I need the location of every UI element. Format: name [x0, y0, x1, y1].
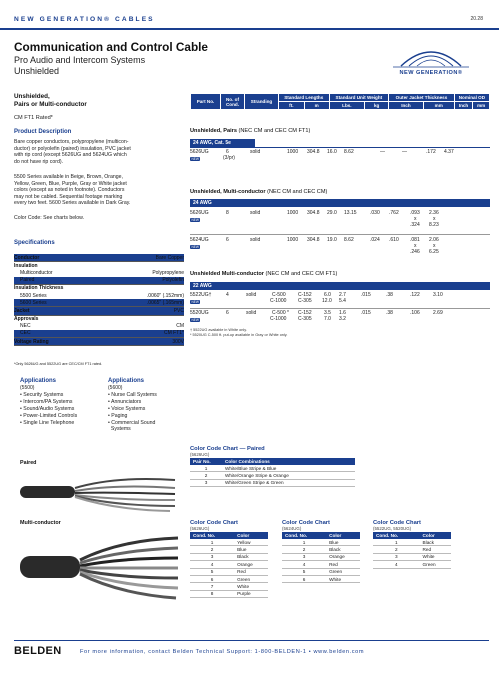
- table-row: 3 Orange: [282, 553, 360, 560]
- footer-contact: For more information, contact Belden Technical Support: 1-800-BELDEN-1 • www.belden.com: [80, 649, 365, 655]
- bullet-icon: •: [108, 405, 112, 412]
- series-description: 5500 Series available in Beige, Brown, Orange, Yellow, Green, Blue, Purple, Gray or White jacket colors (except as noted in footnote). Conductors may not be cabled. Sequential footage marking every two feet. 5600 Series available in Dark Gray.: [14, 174, 131, 207]
- applications-5600: Applications (5600) • Nurse Call Systems • Annunciators • Voice Systems • Paging • Commercial Sound Systems: [108, 378, 188, 433]
- spec-label: Paired: [14, 277, 111, 285]
- spec-label: CEC: [14, 330, 111, 338]
- table-row: 7 White: [190, 583, 268, 590]
- spec-value: PVC: [111, 307, 184, 315]
- spec-row: [14, 262, 184, 270]
- product-description: Bare copper conductors, polypropylene (multicon- ductor) or polyolefin (paired) insulation, PVC jacket with rip cord (except 5626UG and 5624UG which do not have rip cord).: [14, 139, 131, 165]
- col-jacket-thickness: Outer Jacket Thickness: [389, 94, 455, 102]
- spec-label: Multiconductor: [20, 269, 53, 276]
- col-nominal-od: Nominal OD: [454, 94, 489, 102]
- page-subtitle: Pro Audio and Intercom Systems Unshielded: [14, 55, 146, 76]
- list-item: • Commercial Sound: [108, 419, 156, 426]
- series-heading: NEW GENERATION® CABLES: [14, 16, 155, 23]
- table-row: 2 White/Orange Stripe & Orange: [190, 472, 355, 479]
- table-row: 4 Orange: [190, 561, 268, 568]
- belden-logo: BELDEN: [14, 645, 62, 657]
- group-multiconductor-title: Unshielded, Multi-conductor (NEC CM and CEC CM): [190, 189, 328, 195]
- spec-row: [14, 315, 184, 323]
- color-code-paired: Color Code Chart — Paired (5626UG) Pair No. Color Combinations 1 White/Blue Stripe & Blue 2 White/Orange Stripe & Orange 3 White/Green Stripe & Green: [190, 446, 355, 487]
- table-row: 2 Red: [373, 546, 451, 553]
- list-item: • Single Line Telephone: [20, 419, 75, 426]
- spec-row: [14, 277, 184, 285]
- spec-row: [14, 307, 184, 315]
- awg-bar-22: 22 AWG: [190, 282, 490, 290]
- spec-value: .0065" (.165mm): [111, 299, 184, 307]
- table-row: 8 Purple: [190, 590, 268, 597]
- spec-label: Conductor: [14, 254, 111, 262]
- bullet-icon: •: [108, 412, 112, 419]
- spec-label: Jacket: [14, 307, 111, 315]
- specifications-heading: Specifications: [14, 240, 55, 246]
- spec-value: CM FT1*: [111, 330, 184, 338]
- specifications-table: [14, 254, 184, 346]
- divider: [190, 234, 490, 235]
- paired-label: Paired: [20, 460, 37, 466]
- product-heading: Unshielded, Pairs or Multi-conductor: [14, 93, 87, 108]
- col-no-of-cond: No. of Cond.: [221, 94, 245, 110]
- list-item: • Voice Systems: [108, 405, 146, 412]
- list-item: • Intercom/PA Systems: [20, 398, 73, 405]
- spec-value: CM: [176, 323, 184, 330]
- product-description-heading: Product Description: [14, 129, 72, 135]
- group-multiconductor-ft1-title: Unshielded Multi-conductor (NEC CM and CEC CM FT1): [190, 271, 338, 277]
- color-code-5626ug: Color Code Chart (5626UG) Cond. No. Color 1 Yellow 2 Blue 3 Black 4 Orange 5 Red 6 Green 7 White 8 Purple: [190, 520, 268, 598]
- awg-bar-24-cat5e: 24 AWG, Cat. 5e: [190, 139, 255, 147]
- table-row: 2 Black: [282, 546, 360, 553]
- spec-value: 300V: [111, 338, 184, 346]
- page-title: Communication and Control Cable: [14, 40, 208, 54]
- list-item: • Security Systems: [20, 391, 64, 398]
- spec-row: [14, 299, 184, 307]
- spec-row: [14, 330, 184, 338]
- color-code-5624ug-table: Cond. No. Color 1 Blue 2 Black 3 Orange 4 Red 5 Green 6 White: [282, 532, 360, 583]
- list-item: Systems: [108, 426, 188, 433]
- table-row: 4 Red: [282, 561, 360, 568]
- color-code-5522ug-table: Cond. No. Color 1 Black 2 Red 3 White 4 Green: [373, 532, 451, 569]
- divider: [190, 147, 490, 148]
- bullet-icon: •: [108, 391, 112, 398]
- list-item: • Annunciators: [108, 398, 142, 405]
- new-generation-logo: NEW GENERATION®: [381, 36, 481, 80]
- new-badge-icon: NEW: [191, 218, 199, 222]
- bullet-icon: •: [20, 391, 24, 398]
- group-pairs-title: Unshielded, Pairs (NEC CM and CEC CM FT1): [190, 128, 311, 134]
- spec-row: [14, 269, 184, 276]
- table-row: 5626UG NEW 6 (3/pr) solid 1000 304.8 16.0 8.62 — — .172 4.37: [190, 149, 454, 161]
- col-stranding: Stranding: [245, 94, 279, 110]
- col-unit-weight: Standard Unit Weight: [329, 94, 389, 102]
- list-item: • Sound/Audio Systems: [20, 405, 75, 412]
- table-row: 1 Blue: [282, 539, 360, 546]
- list-item: • Paging: [108, 412, 128, 419]
- multi-conductor-label: Multi-conductor: [20, 520, 61, 526]
- applications-5600-list: [108, 392, 188, 433]
- spec-label: 5600 Series: [14, 299, 111, 307]
- color-code-paired-table: Pair No. Color Combinations 1 White/Blue Stripe & Blue 2 White/Orange Stripe & Orange 3 White/Green Stripe & Green: [190, 458, 355, 487]
- bullet-icon: •: [20, 405, 24, 412]
- table-row: 5624UG NEW 6 solid 1000 304.8 19.0 8.62 .024 .610 .081 x .246 2.06 x 6.25: [190, 237, 439, 255]
- spec-label: Insulation: [14, 262, 38, 269]
- top-band: [0, 0, 499, 30]
- spec-row: [14, 323, 184, 330]
- bullet-icon: •: [20, 412, 24, 419]
- table-row: 3 Black: [190, 553, 268, 560]
- bullet-icon: •: [20, 398, 24, 405]
- logo-swoosh-icon: [381, 36, 481, 70]
- spec-footnote: *Only 5626UG and 5522UG are CEC/CM FT1 rated.: [14, 362, 103, 366]
- spec-value: .0060" (.152mm): [146, 292, 184, 299]
- bullet-icon: •: [20, 419, 24, 426]
- bullet-icon: •: [108, 419, 112, 426]
- new-badge-icon: NEW: [191, 157, 199, 161]
- table-row: 6 Green: [190, 575, 268, 582]
- col-standard-lengths: Standard Lengths: [279, 94, 330, 102]
- bullet-icon: •: [108, 398, 111, 405]
- list-item: • Nurse Call Systems: [108, 391, 157, 398]
- applications-5500: Applications (5500) • Security Systems • Intercom/PA Systems • Sound/Audio Systems • Power-Limited Controls • Single Line Telephone: [20, 378, 100, 426]
- color-code-5522ug: Color Code Chart (5522UG, 5520UG) Cond. No. Color 1 Black 2 Red 3 White 4 Green: [373, 520, 451, 569]
- table-row: 1 White/Blue Stripe & Blue: [190, 465, 355, 472]
- spec-label: Insulation Thickness: [14, 285, 64, 292]
- spec-row: [14, 338, 184, 346]
- table-row: 6 White: [282, 575, 360, 582]
- table-row: 3 White: [373, 553, 451, 560]
- color-code-note: Color Code: See charts below.: [14, 215, 85, 221]
- color-code-5626ug-table: Cond. No. Color 1 Yellow 2 Blue 3 Black 4 Orange 5 Red 6 Green 7 White 8 Purple: [190, 532, 268, 598]
- list-item: • Power-Limited Controls: [20, 412, 78, 419]
- cable-spec-table-header: Part No. No. of Cond. Stranding Standard Lengths Standard Unit Weight Outer Jacket Thickness Nominal OD ft. m Lbs. kg Inch mm Inch mm: [190, 93, 490, 110]
- spec-value: [111, 262, 184, 270]
- spec-value: Polypropylene: [152, 269, 184, 276]
- rating-label: CM FT1 Rated*: [14, 115, 53, 121]
- multi-conductor-cable-illustration: [20, 532, 180, 602]
- spec-row: [14, 292, 184, 299]
- spec-label: 5500 Series: [20, 292, 47, 299]
- divider: [190, 308, 490, 309]
- new-badge-icon: NEW: [191, 318, 199, 322]
- spec-value: Polyolefin: [111, 277, 184, 285]
- spec-value: Bare Copper: [111, 254, 184, 262]
- table-footnotes: † 5522UG available in White only. * 5520UG C-500 ft. put-up available in Gray or White only.: [190, 328, 288, 337]
- table-row: 5 Red: [190, 568, 268, 575]
- spec-label: Voltage Rating: [14, 338, 111, 346]
- applications-5500-list: [20, 392, 100, 427]
- spec-value: [111, 284, 184, 292]
- col-part-no: Part No.: [191, 94, 221, 110]
- page-number: 20.28: [470, 16, 483, 22]
- spec-row: [14, 284, 184, 292]
- table-row: 5 Green: [282, 568, 360, 575]
- footer-divider: [14, 640, 489, 641]
- color-code-5624ug: Color Code Chart (5624UG) Cond. No. Color 1 Blue 2 Black 3 Orange 4 Red 5 Green 6 White: [282, 520, 360, 583]
- table-row: 2 Blue: [190, 546, 268, 553]
- new-badge-icon: NEW: [191, 245, 199, 249]
- table-row: 5626UG NEW 8 solid 1000 304.8 29.0 13.15 .030 .762 .093 x .324 2.36 x 8.23: [190, 210, 439, 228]
- table-row: 1 Black: [373, 539, 451, 546]
- paired-cable-illustration: [20, 472, 180, 512]
- awg-bar-24: 24 AWG: [190, 199, 490, 207]
- table-row: 3 White/Green Stripe & Green: [190, 479, 355, 486]
- spec-label: NEC: [20, 323, 31, 330]
- spec-label: Approvals: [14, 316, 39, 323]
- spec-value: [111, 315, 184, 323]
- table-row: 1 Yellow: [190, 539, 268, 546]
- table-row: 4 Green: [373, 561, 451, 568]
- spec-row: [14, 254, 184, 262]
- table-row: 5520UG NEW 6 solid C-500 * C-1000 C-152 C-305 3.5 7.0 1.6 3.2 .015 .38 .106 2.69: [190, 310, 443, 322]
- new-badge-icon: NEW: [191, 300, 199, 304]
- table-row: 5522UG† NEW 4 solid C-500 C-1000 C-152 C-305 6.0 12.0 2.7 5.4 .015 .38 .122 3.10: [190, 292, 443, 304]
